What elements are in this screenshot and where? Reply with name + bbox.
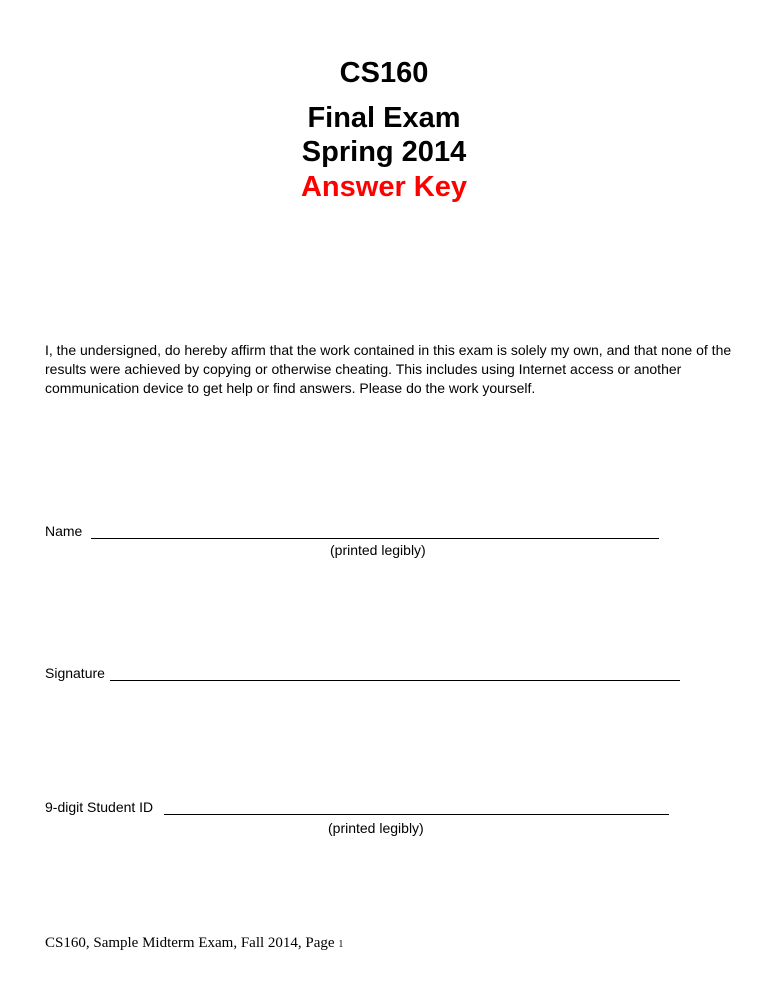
name-label: Name xyxy=(45,523,83,539)
student-id-hint: (printed legibly) xyxy=(328,820,424,836)
affirmation-statement: I, the undersigned, do hereby affirm that the work contained in this exam is solely my own, and that none of the results were achieved by copying or otherwise cheating. This includes using Internet access or another communication device to get help or find answers. Please do the work yourself. xyxy=(45,342,732,396)
name-hint: (printed legibly) xyxy=(330,542,426,558)
name-line[interactable] xyxy=(91,538,659,539)
exam-term: Spring 2014 xyxy=(301,136,467,168)
page-footer xyxy=(45,935,343,952)
student-id-line[interactable] xyxy=(164,814,669,815)
signature-line[interactable] xyxy=(110,680,680,681)
signature-label: Signature xyxy=(45,665,105,681)
exam-title: Final Exam xyxy=(307,102,461,134)
footer-text: CS160, Sample Midterm Exam, Fall 2014, Page xyxy=(45,935,335,951)
student-id-label: 9-digit Student ID xyxy=(45,799,154,815)
page-number: 1 xyxy=(338,939,344,950)
course-title: CS160 xyxy=(339,57,429,89)
answer-key-label: Answer Key xyxy=(300,171,467,203)
